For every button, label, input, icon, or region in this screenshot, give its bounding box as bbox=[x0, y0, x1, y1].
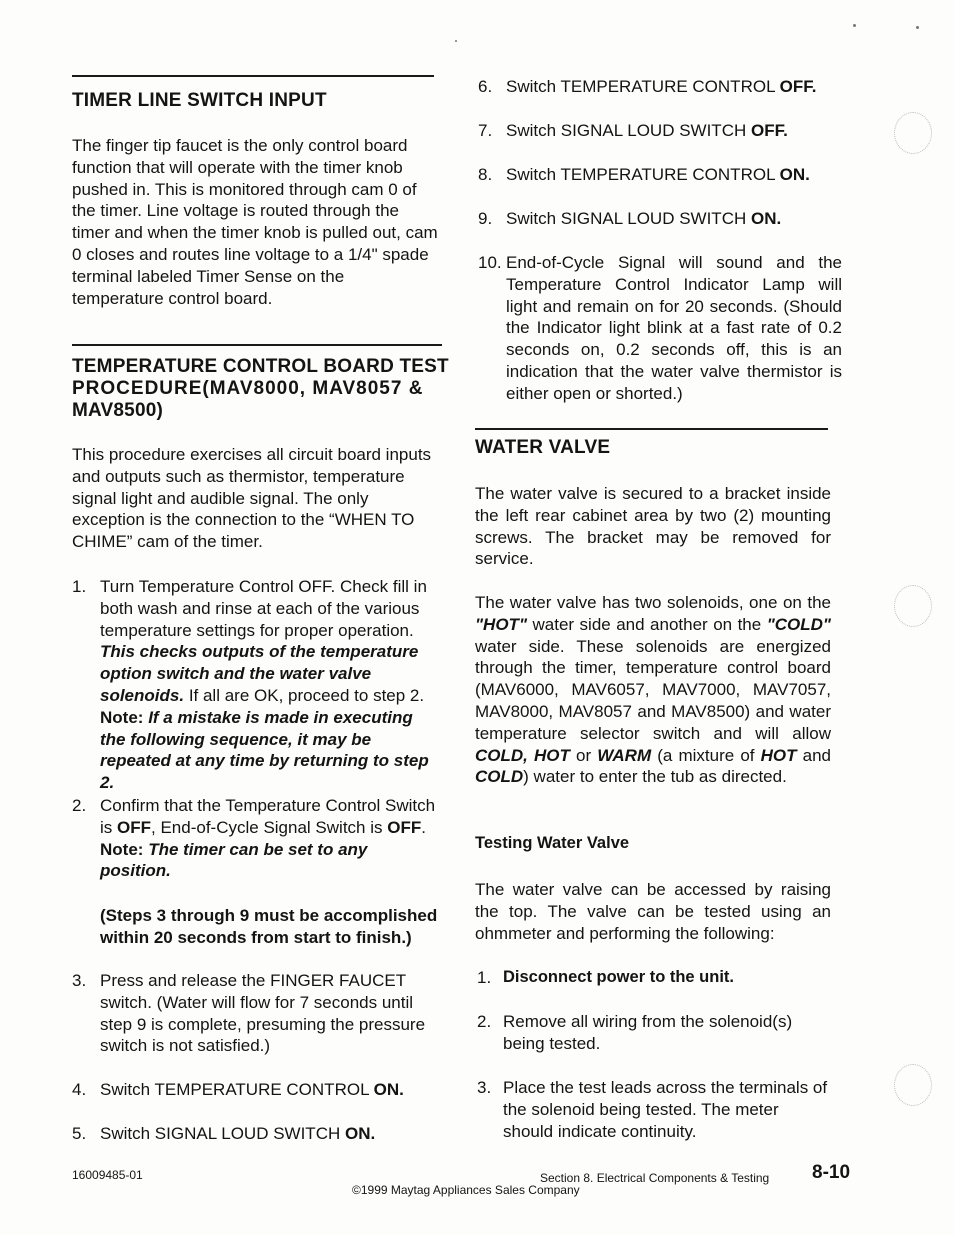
list-number: 5. bbox=[72, 1124, 87, 1143]
step5-on: ON. bbox=[344, 1124, 376, 1143]
copyright: ©1999 Maytag Appliances Sales Company bbox=[352, 1183, 580, 1197]
list-number: 3. bbox=[477, 1078, 492, 1097]
step2-note: The timer can be set to any position. bbox=[100, 839, 368, 881]
steps-warning: (Steps 3 through 9 must be accomplished within 20 seconds from start to finish.) bbox=[100, 906, 438, 947]
step1-emphasis: This checks outputs of the temperature option switch and the water valve solenoids. bbox=[100, 642, 419, 705]
step1-note: If a mistake is made in executing the following sequence, it may be repeated at any time by returning to step 2. bbox=[100, 707, 429, 793]
list-number: 6. bbox=[478, 77, 493, 96]
list-number: 3. bbox=[72, 971, 87, 990]
doc-number: 16009485-01 bbox=[72, 1168, 143, 1182]
step1-text: Turn Temperature Control OFF. Check fill in both wash and rinse at each of the various temperature settings for proper operation. bbox=[100, 577, 427, 640]
list-item bbox=[478, 252, 842, 405]
step2-off: OFF bbox=[387, 817, 422, 837]
list-item bbox=[72, 1123, 438, 1145]
step9-on: ON. bbox=[750, 209, 782, 228]
cold-label: COLD bbox=[475, 767, 524, 787]
section-rule bbox=[72, 75, 434, 77]
list-number: 8. bbox=[478, 165, 493, 184]
list-number: 4. bbox=[72, 1080, 87, 1099]
list-number: 9. bbox=[478, 209, 493, 228]
water-text: (a mixture of bbox=[657, 745, 755, 765]
test-step-1: Disconnect power to the unit. bbox=[503, 968, 735, 986]
step2-text: , End-of-Cycle Signal Switch is bbox=[151, 817, 383, 837]
section-rule bbox=[475, 428, 828, 430]
test-step-2: Remove all wiring from the solenoid(s) being tested. bbox=[503, 1012, 793, 1053]
list-item bbox=[478, 208, 840, 230]
punch-hole-mark bbox=[894, 1064, 932, 1106]
temp-heading-line-2: PROCEDURE(MAV8000, MAV8057 & bbox=[72, 378, 424, 399]
list-item bbox=[478, 76, 840, 98]
list-item bbox=[477, 1011, 833, 1055]
list-item bbox=[72, 970, 438, 1057]
temp-heading-line-1: TEMPERATURE CONTROL BOARD TEST bbox=[72, 356, 449, 377]
water-paragraph-1: The water valve is secured to a bracket inside the left rear cabinet area by two (2) mounting screws. The bracket may be removed for service. bbox=[475, 484, 831, 569]
water-text: The water valve has two solenoids, one on the bbox=[475, 593, 831, 612]
temp-intro: This procedure exercises all circuit board inputs and outputs such as thermistor, temperature signal light and audible signal. The only exception is the connection to the “WHEN TO CHIME” cam of the timer. bbox=[72, 445, 432, 552]
list-item bbox=[72, 576, 438, 794]
water-text: ) water to enter the tub as directed. bbox=[523, 767, 787, 787]
timer-heading: TIMER LINE SWITCH INPUT bbox=[72, 90, 327, 111]
testing-intro: The water valve can be accessed by raising the top. The valve can be tested using an ohmmeter and performing the following: bbox=[475, 880, 831, 943]
step4-on: ON. bbox=[373, 1080, 404, 1099]
list-item bbox=[478, 120, 840, 142]
cold-label: COLD bbox=[475, 745, 524, 765]
step2-text: Confirm that the Temperature Control Switch is bbox=[100, 796, 436, 837]
test-step-3: Place the test leads across the terminals of the solenoid being tested. The meter should indicate continuity. bbox=[503, 1078, 828, 1141]
step2-off: OFF bbox=[117, 817, 152, 837]
scan-speck bbox=[455, 40, 457, 42]
temp-heading-line-3: MAV8500) bbox=[72, 400, 164, 421]
water-text: or bbox=[576, 745, 592, 765]
timer-body: The finger tip faucet is the only control board function that will operate with the timer knob pushed in. This is monitored through cam 0 of the timer. Line voltage is routed through the timer and when the timer knob is pulled out, cam 0 closes and routes line voltage to a 1/4" spade terminal labeled Timer Sense on the temperature control board. bbox=[72, 136, 438, 308]
list-item bbox=[72, 1079, 438, 1101]
list-item bbox=[477, 967, 833, 989]
step10-text: End-of-Cycle Signal will sound and the Temperature Control Indicator Lamp will light and remain on for 20 seconds. (Should the Indicator light blink at a fast rate of 0.2 seconds on, 0.2 seconds off, this is an indication that the water valve thermistor is either open or shorted.) bbox=[506, 253, 842, 403]
page-number: 8-10 bbox=[812, 1162, 851, 1183]
list-number: 7. bbox=[478, 121, 493, 140]
step6-text: Switch TEMPERATURE CONTROL bbox=[506, 77, 775, 96]
step7-text: Switch SIGNAL LOUD SWITCH bbox=[506, 121, 747, 140]
hot-label: HOT bbox=[760, 745, 797, 765]
list-number: 2. bbox=[477, 1012, 492, 1031]
list-number: 1. bbox=[72, 577, 87, 596]
water-heading: WATER VALVE bbox=[475, 437, 611, 458]
section-label: Section 8. Electrical Components & Testing bbox=[540, 1171, 770, 1185]
step3-text: Press and release the FINGER FAUCET switch. (Water will flow for 7 seconds until step 9 is complete, presuming the pressure switch is not satisfied.) bbox=[100, 971, 426, 1056]
water-paragraph-2 bbox=[475, 592, 831, 788]
hot-label: HOT bbox=[534, 745, 570, 765]
step8-text: Switch TEMPERATURE CONTROL bbox=[506, 165, 775, 184]
step2-text: . bbox=[421, 817, 426, 837]
step9-text: Switch SIGNAL LOUD SWITCH bbox=[506, 209, 747, 228]
list-item bbox=[478, 164, 840, 186]
hot-label: "HOT" bbox=[475, 614, 528, 634]
cold-label: "COLD" bbox=[766, 614, 831, 634]
step4-text: Switch TEMPERATURE CONTROL bbox=[100, 1080, 369, 1099]
step6-off: OFF. bbox=[779, 77, 817, 96]
testing-heading: Testing Water Valve bbox=[475, 834, 630, 852]
list-item bbox=[477, 1077, 833, 1142]
water-text: water side and another on the bbox=[532, 614, 762, 634]
scan-speck bbox=[916, 26, 919, 29]
water-text: and bbox=[802, 745, 832, 765]
list-item bbox=[72, 795, 438, 882]
comma: , bbox=[523, 745, 528, 765]
section-rule bbox=[72, 344, 442, 346]
punch-hole-mark bbox=[894, 112, 932, 154]
step1-note-label: Note: bbox=[100, 707, 144, 727]
step8-on: ON. bbox=[779, 165, 810, 184]
step7-off: OFF. bbox=[750, 121, 788, 140]
punch-hole-mark bbox=[894, 585, 932, 627]
warm-label: WARM bbox=[597, 745, 652, 765]
list-number: 2. bbox=[72, 796, 87, 815]
step2-note-label: Note: bbox=[100, 839, 144, 859]
step1-proceed: If all are OK, proceed to step 2. bbox=[188, 685, 425, 705]
water-text: water side. These solenoids are energized through the timer, temperature control board (MAV6000, MAV6057, MAV7000, MAV7057, MAV8000, MAV8057 and MAV8500) and water temperature selector switch and will allow bbox=[475, 636, 831, 743]
step5-text: Switch SIGNAL LOUD SWITCH bbox=[100, 1124, 341, 1143]
list-number: 1. bbox=[477, 968, 492, 987]
list-number: 10. bbox=[478, 253, 502, 272]
scan-speck bbox=[853, 24, 856, 27]
